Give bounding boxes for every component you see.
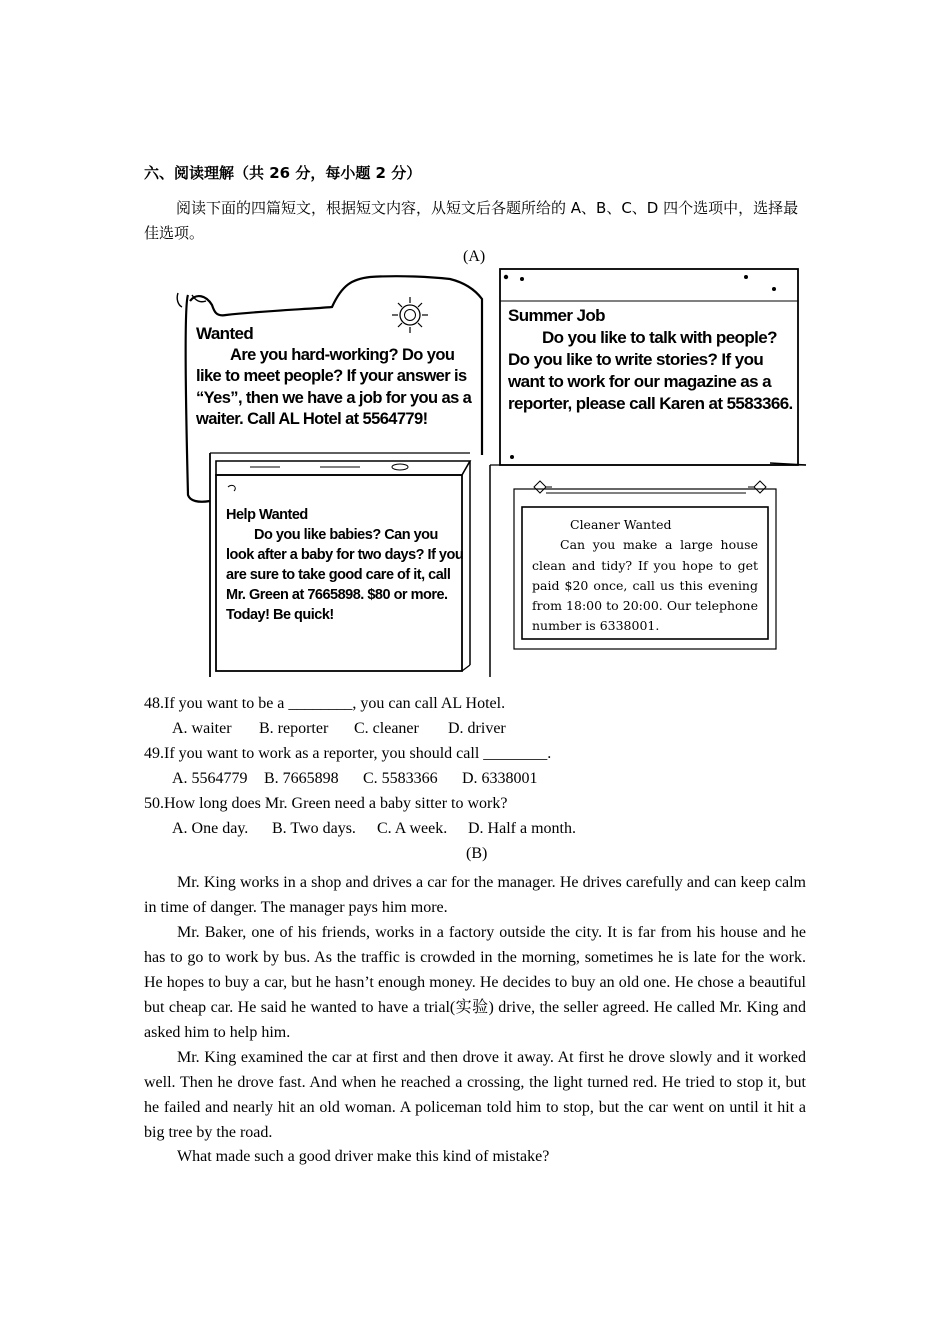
- part-b-label: (B): [466, 845, 488, 862]
- part-a-label: (A): [463, 248, 486, 265]
- ad-cleaner-wanted: [532, 515, 758, 637]
- ad-cleaner-wanted-title: Cleaner Wanted: [570, 517, 672, 532]
- option: D. 6338001: [462, 770, 538, 787]
- option: A. waiter: [172, 720, 232, 737]
- question-48-options: [172, 720, 506, 738]
- ad-wanted-body: Are you hard-working? Do you like to meet people? If your answer is “Yes”, then we have a job for you as a waiter. Call AL Hotel at 5564779!: [196, 345, 472, 428]
- paragraph: Mr. King examined the car at first and then drove it away. At first he drove slowly and it worked well. Then he drove fast. And when he reached a crossing, the light turned red. He tried to stop it, but he failed and nearly hit an old woman. A policeman told him to stop, but the car went on until it hit a big tree by the road.: [144, 1049, 806, 1141]
- paragraph: What made such a good driver make this kind of mistake?: [177, 1148, 550, 1165]
- ad-help-wanted-body: Do you like babies? Can you look after a baby for two days? If you are sure to take good care of it, call Mr. Green at 7665898. $80 or more. Today! Be quick!: [226, 527, 464, 623]
- ad-wanted-title: Wanted: [196, 324, 254, 343]
- ad-summer-job-body: Do you like to talk with people? Do you like to write stories? If you want to work for our magazine as a reporter, please call Karen at 5583366.: [508, 328, 793, 413]
- option: B. reporter: [259, 720, 329, 737]
- paragraph: Mr. King works in a shop and drives a car for the manager. He drives carefully and can keep calm in time of danger. The manager pays him more.: [144, 874, 806, 916]
- ad-help-wanted: [226, 505, 464, 625]
- option: C. 5583366: [363, 770, 438, 787]
- section-title: 六、阅读理解（共 26 分，每小题 2 分）: [144, 164, 422, 182]
- option: A. One day.: [172, 820, 249, 837]
- ad-cleaner-wanted-body: Can you make a large house clean and tidy? If you hope to get paid $20 once, call us this evening from 18:00 to 20:00. Our telephone number is 6338001.: [532, 537, 758, 634]
- option: B. 7665898: [264, 770, 339, 787]
- question-49: 49.If you want to work as a reporter, you should call ________.: [144, 745, 552, 762]
- ads-illustration: [170, 265, 810, 680]
- option: B. Two days.: [272, 820, 356, 837]
- option: D. driver: [448, 720, 506, 737]
- section-instructions: 阅读下面的四篇短文，根据短文内容，从短文后各题所给的 A、B、C、D 四个选项中，选择最佳选项。: [144, 199, 799, 242]
- option: C. cleaner: [354, 720, 419, 737]
- ad-wanted: [196, 323, 480, 431]
- option: A. 5564779: [172, 770, 248, 787]
- ad-help-wanted-title: Help Wanted: [226, 507, 308, 523]
- question-48: 48.If you want to be a ________, you can call AL Hotel.: [144, 695, 506, 712]
- ornament-icon: [534, 481, 766, 493]
- ad-summer-job: [508, 305, 798, 415]
- ad-summer-job-title: Summer Job: [508, 306, 605, 325]
- option: C. A week.: [377, 820, 448, 837]
- question-50-options: [172, 820, 576, 838]
- paragraph: Mr. Baker, one of his friends, works in a factory outside the city. It is far from his house and he has to go to work by bus. As the traffic is crowded in the morning, sometimes he is late for the work. He hopes to buy a car, but he hasn’t enough money. He decides to buy an old one. He chose a beautiful but cheap car. He said he wanted to have a trial(实验) drive, the seller agreed. He called Mr. King and asked him to help him.: [144, 924, 806, 1041]
- question-49-options: [172, 770, 538, 788]
- option: D. Half a month.: [468, 820, 576, 837]
- question-50: 50.How long does Mr. Green need a baby sitter to work?: [144, 795, 508, 812]
